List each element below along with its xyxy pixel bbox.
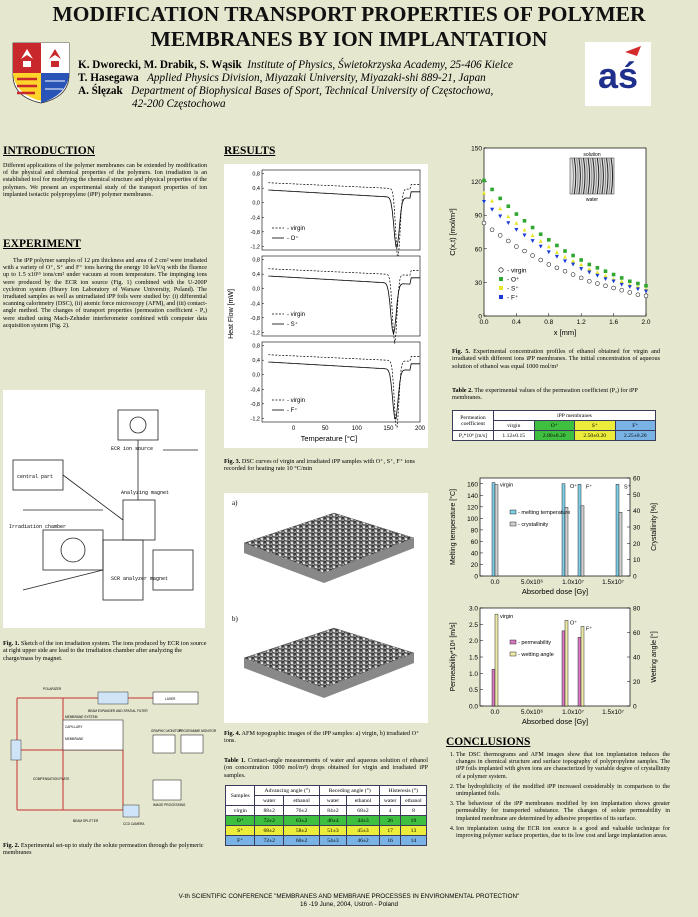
fig3-xlabel: Temperature [°C] <box>300 434 358 443</box>
fig5-point-virgin <box>595 282 599 286</box>
conclusion-item: 4. Ion implantation using the ECR ion source is a good and valuable technique for improving polymer surface properties, due to its low cost and large implantation areas. <box>456 826 670 840</box>
table2-col-head: S⁺ <box>575 421 616 431</box>
introduction-heading: INTRODUCTION <box>3 145 96 157</box>
dsc-panel-frame <box>262 256 420 336</box>
fig7-bar-a <box>492 669 495 706</box>
table1-row: S⁺ 68±2 58±2 51±3 45±3 17 13 <box>226 826 427 836</box>
fig6-group-label: F⁺ <box>586 484 593 491</box>
svg-text:GRAPHIC MONITOR: GRAPHIC MONITOR <box>151 729 182 733</box>
fig5-point-O <box>579 258 583 262</box>
table1-row: O⁺ 72±2 63±2 46±4 44±3 26 19 <box>226 816 427 826</box>
experiment-heading: EXPERIMENT <box>3 238 81 250</box>
fig5-point-O <box>612 273 616 277</box>
fig5-point-virgin <box>506 239 510 243</box>
table1-row: virgin 88±2 76±2 84±2 68±2 4 8 <box>226 806 427 816</box>
fig5-point-O <box>628 279 632 283</box>
fig5-xtick-label: 1.2 <box>576 319 586 326</box>
fig7-xtick-label: 0.0 <box>490 709 500 716</box>
fig1-label-analyzer: SCR analyzer magnet <box>111 576 169 582</box>
conclusions-list <box>446 752 670 843</box>
fig6-ytick-label: 160 <box>467 481 478 489</box>
fig4-label-a: a) <box>232 499 238 507</box>
fig5-point-O <box>644 284 648 288</box>
table1-head-receding: Receding angle (°) <box>320 786 380 796</box>
fig6-ytick-label: 80 <box>470 527 478 535</box>
fig6-bar-b <box>495 485 498 576</box>
fig5-point-virgin <box>579 276 583 280</box>
fig5-point-virgin <box>636 293 640 297</box>
fig5-ytick-label: 60 <box>474 246 482 254</box>
fig1-label-ecr: ECR ion source <box>111 446 154 452</box>
fig5-point-virgin <box>604 284 608 288</box>
logo-text: aś <box>597 55 639 96</box>
fig5-ytick-label: 90 <box>474 212 482 220</box>
fig7-ytick2-label: 0 <box>633 703 637 711</box>
dsc-xtick-label: 150 <box>383 426 394 432</box>
fig7-xtick-label: 1.0x10⁷ <box>562 709 584 716</box>
fig5-point-virgin <box>547 262 551 266</box>
fig5-point-O <box>620 276 624 280</box>
fig5-point-virgin <box>523 249 527 253</box>
dsc-ytick-label: -0,4 <box>250 301 260 308</box>
fig7-group-label: virgin <box>500 614 514 621</box>
fig7-xtick-label: 5.0x10⁶ <box>520 709 544 716</box>
footer-line-1: V-th SCIENTIFIC CONFERENCE "MEMBRANES AND MEMBRANE PROCESSES IN ENVIRONMENTAL PROTECTION" <box>178 893 520 900</box>
dsc-panel-frame <box>262 342 420 422</box>
footer <box>0 893 698 909</box>
fig7-permeability-chart <box>446 600 662 730</box>
table2-header: iPP membranes <box>494 411 656 421</box>
svg-text:BEAM SPLITTER: BEAM SPLITTER <box>73 819 99 823</box>
svg-text:POLARIZER: POLARIZER <box>43 687 62 691</box>
experiment-text: The iPP polymer samples of 12 μm thickness and area of 2 cm² were irradiated with a variety of O⁺, S⁺ and F⁺ ions having the energy 10 keV/q with the fluence up to 1.5 x10¹⁵ ions/cm² under vacuum at room temperature. The impinging ions were produced by the ECR ion source (Fig. 1) combined with the U-200P cyclotron system (Heavy Ion Laboratory of Warsaw University, Poland). The irradiated samples as well as unirradiated iPP foils were studied by: (i) differential scanning calorimetry (DSC), (ii) atomic force microscopy (AFM), and (iii) contact-angle method. The changes of transport properties (permeation coefficient - Pₐ) were studied using Mach-Zehnder interferometer combined with computer data acquisition system (Fig. 2). <box>3 258 207 329</box>
dsc-xtick-label: 50 <box>321 426 329 432</box>
dsc-ytick-label: -0,8 <box>250 315 260 322</box>
fig7-ytick-label: 0.0 <box>468 703 478 711</box>
fig5-point-O <box>604 269 608 273</box>
conclusion-item: 3. The behaviour of the iPP membranes modified by ion implantation shows greater permeability for transported substance. The changes of solute permeability in implanted membrane are determined by adhesive properties of its surface. <box>456 801 670 823</box>
fig6-bar-a <box>562 484 565 576</box>
table2-row-label: Permeation coefficient <box>453 411 494 431</box>
fig1-label-magnet: Analyzing magnet <box>121 490 170 496</box>
fig2-setup <box>3 680 217 838</box>
dsc-ytick-label: 0,4 <box>252 358 260 365</box>
fig7-ytick2-label: 20 <box>633 679 641 686</box>
fig6-bar-b <box>619 512 622 576</box>
fig6-ytick2-label: 30 <box>633 524 641 532</box>
dsc-xtick-label: 200 <box>414 426 426 432</box>
fig7-ylabel2: Wetting angle [°] <box>651 631 658 683</box>
fig5-ytick-label: 150 <box>471 145 482 153</box>
table2-col-head: virgin <box>494 421 535 431</box>
fig5-point-virgin <box>628 290 632 294</box>
fig7-bar-b <box>565 620 568 706</box>
introduction-text: Different applications of the polymer membranes can be extended by modification of the physical and chemical properties of the polymers. Ion irradiation is an established tool for modifying the chemical structure and physical properties of the polymers. We present an experimental study of the transport properties of ion implanted isotactic polypropylene (iPP) polymer membranes. <box>3 163 207 198</box>
fig7-xlabel: Absorbed dose [Gy] <box>521 717 589 726</box>
fig5-point-virgin <box>571 273 575 277</box>
table2-value: 2.25±0.20 <box>615 431 656 441</box>
dsc-legend-ion: - S⁺ <box>287 322 298 328</box>
table2-value: 2.50±0.20 <box>575 431 616 441</box>
svg-text:COMPENSATION PLATE: COMPENSATION PLATE <box>33 777 70 781</box>
fig5-annotation-water: water <box>585 197 599 203</box>
fig1-label-central: central part <box>17 474 54 480</box>
dsc-ytick-label: 0,4 <box>252 272 260 279</box>
fig5-xtick-label: 0.8 <box>544 319 554 326</box>
fig5-legend-label: - F⁺ <box>507 294 519 302</box>
fig6-ytick-label: 120 <box>467 504 478 512</box>
fig6-ytick2-label: 60 <box>633 475 641 483</box>
dsc-ytick-label: 0,4 <box>252 186 260 193</box>
fig5-ylabel: C(x,t) [mol/m³] <box>448 208 457 256</box>
dsc-ytick-label: 0,0 <box>252 372 260 379</box>
svg-text:MEMBRANE SYSTEM: MEMBRANE SYSTEM <box>65 715 98 719</box>
author-line-2: T. Hasegawa Applied Physics Division, Miyazaki University, Miyazaki-shi 889-21, Japan <box>78 72 486 84</box>
author-line-3: A. Ślęzak Department of Biophysical Bases of Sport, Technical University of Częstochowa, <box>78 85 494 97</box>
fig7-ytick2-label: 60 <box>633 630 641 637</box>
table1-head-samples: Samples <box>226 786 255 806</box>
svg-text:MEMBRANE: MEMBRANE <box>65 737 84 741</box>
fig6-ytick-label: 100 <box>467 515 478 523</box>
fig6-ytick2-label: 0 <box>633 573 637 581</box>
fig7-legend-a: - permeability <box>518 640 552 646</box>
author-line-1: K. Dworecki, M. Drabik, S. Wąsik Institute of Physics, Świetokrzyska Academy, 25-406 Kielce <box>78 59 514 71</box>
fig5-point-virgin <box>612 286 616 290</box>
fig6-ytick2-label: 20 <box>633 540 641 548</box>
fig7-bar-b <box>495 614 498 706</box>
fig7-ytick-label: 1.5 <box>468 654 478 662</box>
fig6-bar-b <box>581 506 584 576</box>
table2-col-head: O⁺ <box>534 421 575 431</box>
fig5-point-O <box>571 254 575 258</box>
fig6-ytick-label: 0 <box>474 573 478 581</box>
table2-unit-label: Pₐ*10⁶ [m/s] <box>453 431 494 441</box>
dsc-legend-virgin: - virgin <box>287 312 306 318</box>
table1-caption: Table 1. Contact-angle measurements of water and aqueous solution of ethanol (on concentration 1000 mol/m³) drops obtained for virgin and irradiated iPP samples. <box>224 757 428 779</box>
title-line-2: MEMBRANES BY ION IMPLANTATION <box>150 27 548 51</box>
afm-surface-b <box>244 628 414 688</box>
fig5-ytick-label: 30 <box>474 279 482 287</box>
fig5-point-O <box>555 244 559 248</box>
fig3-ylabel: Heat Flow [mW] <box>228 289 235 339</box>
fig1-caption: Fig. 1. Sketch of the ion irradiation system. The ions produced by ECR ion source at right upper side are lead to the irradiation chamber after analyzing the charge/mass by magnet. <box>3 640 207 662</box>
fig5-xtick-label: 0.4 <box>511 319 521 326</box>
conclusions-heading: CONCLUSIONS <box>446 736 531 748</box>
fig6-xlabel: Absorbed dose [Gy] <box>521 587 589 596</box>
fig1-label-chamber: Irradiation chamber <box>9 524 67 530</box>
fig6-group-label: O⁺ <box>570 483 578 490</box>
dsc-ytick-label: 0,8 <box>252 257 260 264</box>
fig7-group-label: O⁺ <box>570 620 578 627</box>
dsc-ytick-label: 0,8 <box>252 343 260 350</box>
author-line-4: 42-200 Częstochowa <box>132 98 226 110</box>
fig4-label-b: b) <box>232 615 238 623</box>
table2-col-head: F⁺ <box>615 421 656 431</box>
fig5-point-O <box>498 197 502 201</box>
table1-head-advancing: Advancing angle (°) <box>255 786 320 796</box>
coat-of-arms-logo <box>9 41 73 105</box>
fig5-point-virgin <box>490 228 494 232</box>
dsc-curve-virgin <box>268 355 420 427</box>
fig6-legend-a: - melting temperature <box>518 510 571 516</box>
fig6-ytick-label: 60 <box>470 538 478 546</box>
table2-value: 1.12±0.15 <box>494 431 535 441</box>
fig6-xtick-label: 1.0x10⁷ <box>562 579 584 586</box>
dsc-ytick-label: -0,4 <box>250 387 260 394</box>
fig6-bar-a <box>616 484 619 576</box>
fig7-group-label: F⁺ <box>586 626 593 633</box>
fig6-group-label: S⁺ <box>624 484 631 491</box>
fig1-sketch <box>3 390 205 628</box>
fig5-point-virgin <box>555 266 559 270</box>
footer-line-2: 16 -19 June, 2004, Ustroń - Poland <box>299 901 398 908</box>
fig5-point-virgin <box>498 233 502 237</box>
table1-head-histeresis: Histeresis (°) <box>380 786 427 796</box>
fig5-xtick-label: 0.0 <box>479 319 489 326</box>
dsc-legend-virgin: - virgin <box>287 398 306 404</box>
fig4-afm-images <box>224 493 428 723</box>
fig6-ytick-label: 140 <box>467 492 478 500</box>
svg-text:CCD CAMERA: CCD CAMERA <box>123 822 145 826</box>
fig5-point-virgin <box>531 254 535 258</box>
fig5-point-O <box>588 263 592 267</box>
fig5-point-O <box>515 212 519 216</box>
table1-row: F⁺ 72±2 60±2 54±3 46±2 16 14 <box>226 836 427 846</box>
svg-text:BEAM EXPANDER AND SPATIAL FILT: BEAM EXPANDER AND SPATIAL FILTER <box>88 709 148 713</box>
fig6-ytick2-label: 10 <box>633 557 641 565</box>
fig5-point-O <box>523 219 527 223</box>
fig6-legend-b: - crystallinity <box>518 522 549 528</box>
table2 <box>452 410 656 441</box>
svg-text:LASER: LASER <box>165 697 176 701</box>
fig6-bar-a <box>578 484 581 576</box>
fig3-dsc-chart <box>224 164 428 448</box>
fig5-xlabel: x [mm] <box>553 328 577 337</box>
title-line-1: MODIFICATION TRANSPORT PROPERTIES OF POLYMER <box>52 2 646 26</box>
fig7-ytick2-label: 80 <box>633 605 641 613</box>
fig5-ytick-label: 0 <box>478 313 482 321</box>
dsc-ytick-label: -1,2 <box>250 416 260 423</box>
fig5-point-virgin <box>539 258 543 262</box>
fig6-ytick2-label: 50 <box>633 491 641 499</box>
fig6-ylabel2: Crystallinity [%] <box>651 503 658 551</box>
fig5-point-O <box>636 282 640 286</box>
fig7-ytick2-label: 40 <box>633 654 641 662</box>
svg-text:IMAGE PROCESSING: IMAGE PROCESSING <box>153 803 186 807</box>
fig5-point-O <box>563 249 567 253</box>
fig7-ytick-label: 2.0 <box>468 638 478 646</box>
authors-block <box>78 59 583 111</box>
table2-caption: Table 2. The experimental values of the permeation coefficient (Pₐ) for iPP membranes. <box>452 387 638 402</box>
dsc-ytick-label: -1,2 <box>250 244 260 251</box>
fig7-ytick-label: 3.0 <box>468 605 478 613</box>
dsc-legend-ion: - O⁺ <box>287 236 299 242</box>
fig5-point-O <box>482 179 486 183</box>
fig5-point-O <box>507 204 511 208</box>
fig6-melting-chart <box>446 470 662 598</box>
fig7-ytick-label: 1.0 <box>468 670 478 678</box>
fig7-legend-b: - wetting angle <box>518 652 554 658</box>
fig6-plot-area <box>480 478 630 576</box>
fig7-bar-a <box>578 637 581 706</box>
conclusion-item: 2. The hydrophilicity of the modified iPP increased considerably in comparison to the unimplanted foils. <box>456 784 670 798</box>
fig6-ylabel: Melting temperature [°C] <box>450 489 457 565</box>
university-logo <box>585 42 651 106</box>
fig5-point-O <box>531 226 535 230</box>
table1: Samples Advancing angle (°) Receding angle (°) Histeresis (°) water ethanol water ethanol water ethanol virgin 88±2 76±2 84±2 68±2 4 8 O⁺ 72±2 63±2 46±4 44±3 26 19 S⁺ 68±2 58±2 51±3 45±3 17 13 F⁺ 72±2 60±2 54±3 46±2 16 14 <box>225 785 427 846</box>
dsc-ytick-label: 0,8 <box>252 171 260 178</box>
fig7-ytick-label: 2.5 <box>468 621 478 629</box>
fig5-point-virgin <box>563 269 567 273</box>
fig5-ytick-label: 120 <box>471 179 482 187</box>
fig5-point-O <box>596 266 600 270</box>
fig5-point-O <box>490 188 494 192</box>
fig5-point-virgin <box>587 279 591 283</box>
dsc-ytick-label: -1,2 <box>250 330 260 337</box>
fig3-caption: Fig. 3. DSC curves of virgin and irradiated iPP samples with O⁺, S⁺, F⁺ ions recorded for heating rate 10 °C/min <box>224 458 415 473</box>
fig7-bar-b <box>581 626 584 706</box>
fig6-xtick-label: 1.5x10⁷ <box>602 579 624 586</box>
fig5-point-virgin <box>620 288 624 292</box>
results-heading: RESULTS <box>224 145 276 157</box>
fig6-ytick-label: 20 <box>470 561 478 569</box>
fig5-legend-label: - S⁺ <box>507 285 519 293</box>
conclusion-item: 1. The DSC thermograms and AFM images show that ion implantation induces the changes in chemical structure and surface topography of polypropylene samples. The iPP foils implanted with given ions are characterized by variable degree of crystallinity of a polymer system. <box>456 752 670 781</box>
fig6-ytick2-label: 40 <box>633 508 641 516</box>
fig5-concentration-chart <box>446 140 662 340</box>
dsc-xtick-label: 0 <box>291 426 296 432</box>
fig4-caption: Fig. 4. AFM topographic images of the iPP samples: a) virgin, b) irradiated O⁺ ions. <box>224 730 420 745</box>
fig6-xtick-label: 0.0 <box>490 579 500 586</box>
fig5-point-virgin <box>482 221 486 225</box>
dsc-legend-ion: - F⁺ <box>287 408 298 414</box>
fig5-caption: Fig. 5. Experimental concentration profiles of ethanol obtained for virgin and irradiated with different ions iPP membranes. The initial concentration of aqueous solution of ethanol was equal 1000 mol/m³ <box>452 348 660 370</box>
dsc-ytick-label: -0,4 <box>250 215 260 222</box>
fig5-legend-label: - O⁺ <box>507 276 520 284</box>
fig5-point-virgin <box>644 294 648 298</box>
fig7-xtick-label: 1.5x10⁷ <box>602 709 624 716</box>
fig5-xtick-label: 1.6 <box>609 319 619 326</box>
fig7-bar-a <box>562 631 565 706</box>
dsc-legend-virgin: - virgin <box>287 226 306 232</box>
fig7-ytick-label: 0.5 <box>468 687 478 695</box>
dsc-ytick-label: -0,8 <box>250 401 260 408</box>
fig5-point-O <box>547 238 551 242</box>
fig6-xtick-label: 5.0x10⁶ <box>520 579 544 586</box>
fig5-annotation-solution: solution <box>583 152 601 158</box>
dsc-ytick-label: 0,0 <box>252 286 260 293</box>
fig6-group-label: virgin <box>500 482 514 489</box>
fig7-ylabel: Permeability*10⁶ [m/s] <box>450 622 457 692</box>
fig5-xtick-label: 2.0 <box>641 319 651 326</box>
fig6-bar-a <box>492 483 495 576</box>
fig2-caption: Fig. 2. Experimental set-up to study the solute permeation through the polymeric membranes <box>3 842 204 857</box>
table2-value: 2.80±0.20 <box>534 431 575 441</box>
svg-text:PROGRAMME MONITOR: PROGRAMME MONITOR <box>179 729 217 733</box>
dsc-ytick-label: 0,0 <box>252 200 260 207</box>
fig6-bar-b <box>565 507 568 576</box>
fig6-ytick-label: 40 <box>470 550 478 558</box>
svg-text:CAPILLARY: CAPILLARY <box>65 725 83 729</box>
afm-surface-a <box>244 513 414 573</box>
dsc-ytick-label: -0,8 <box>250 229 260 236</box>
fig5-legend-label: - virgin <box>507 267 527 275</box>
fig5-point-virgin <box>514 245 518 249</box>
fig7-plot-area <box>480 608 630 706</box>
fig5-point-O <box>539 232 543 236</box>
dsc-xtick-label: 100 <box>351 426 362 432</box>
